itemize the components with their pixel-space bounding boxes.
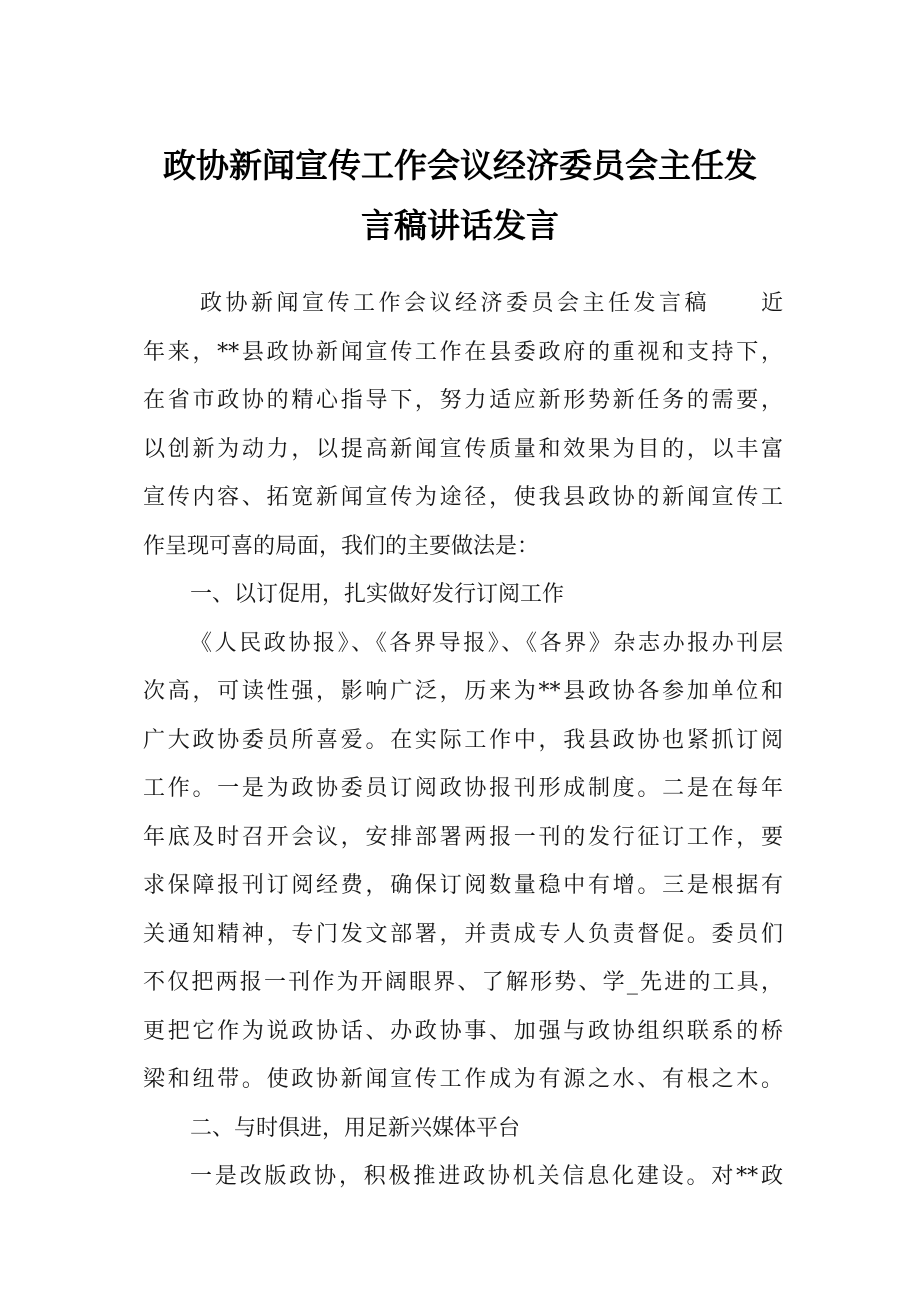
paragraph-line: 年来，**县政协新闻宣传工作在县委政府的重视和支持下， [143, 340, 783, 365]
section-heading: 二、与时俱进，用足新兴媒体平台 [190, 1116, 521, 1141]
paragraph-line: 次高，可读性强，影响广泛，历来为**县政协各参加单位和 [143, 679, 783, 704]
paragraph-line: 一是改版政协，积极推进政协机关信息化建设。对**政 [190, 1164, 783, 1189]
document-title-line-1: 政协新闻宣传工作会议经济委员会主任发 [163, 146, 757, 185]
paragraph-line: 更把它作为说政协话、办政协事、加强与政协组织联系的桥 [143, 1019, 783, 1044]
paragraph-line: 广大政协委员所喜爱。在实际工作中，我县政协也紧抓订阅 [143, 728, 783, 753]
paragraph-line: 梁和纽带。使政协新闻宣传工作成为有源之水、有根之木。 [143, 1067, 783, 1092]
section-heading: 一、以订促用，扎实做好发行订阅工作 [190, 582, 565, 607]
paragraph-line: 以创新为动力，以提高新闻宣传质量和效果为目的，以丰富 [143, 437, 783, 462]
paragraph-line: 《人民政协报》、《各界导报》、《各界》杂志办报办刊层 [190, 631, 783, 656]
paragraph-line: 宣传内容、拓宽新闻宣传为途径，使我县政协的新闻宣传工 [143, 485, 783, 510]
paragraph-line: 作呈现可喜的局面，我们的主要做法是： [143, 534, 540, 559]
paragraph-line: 不仅把两报一刊作为开阔眼界、了解形势、学_先进的工具， [143, 970, 783, 995]
document-title-line-2: 言稿讲话发言 [361, 206, 559, 245]
paragraph-line: 求保障报刊订阅经费，确保订阅数量稳中有增。三是根据有 [143, 873, 783, 898]
paragraph-line: 工作。一是为政协委员订阅政协报刊形成制度。二是在每年 [143, 776, 783, 801]
paragraph-line: 年底及时召开会议，安排部署两报一刊的发行征订工作，要 [143, 825, 783, 850]
paragraph-line: 关通知精神，专门发文部署，并责成专人负责督促。委员们 [143, 922, 783, 947]
paragraph-line: 政协新闻宣传工作会议经济委员会主任发言稿 近 [200, 291, 783, 316]
paragraph-line: 在省市政协的精心指导下，努力适应新形势新任务的需要， [143, 388, 783, 413]
